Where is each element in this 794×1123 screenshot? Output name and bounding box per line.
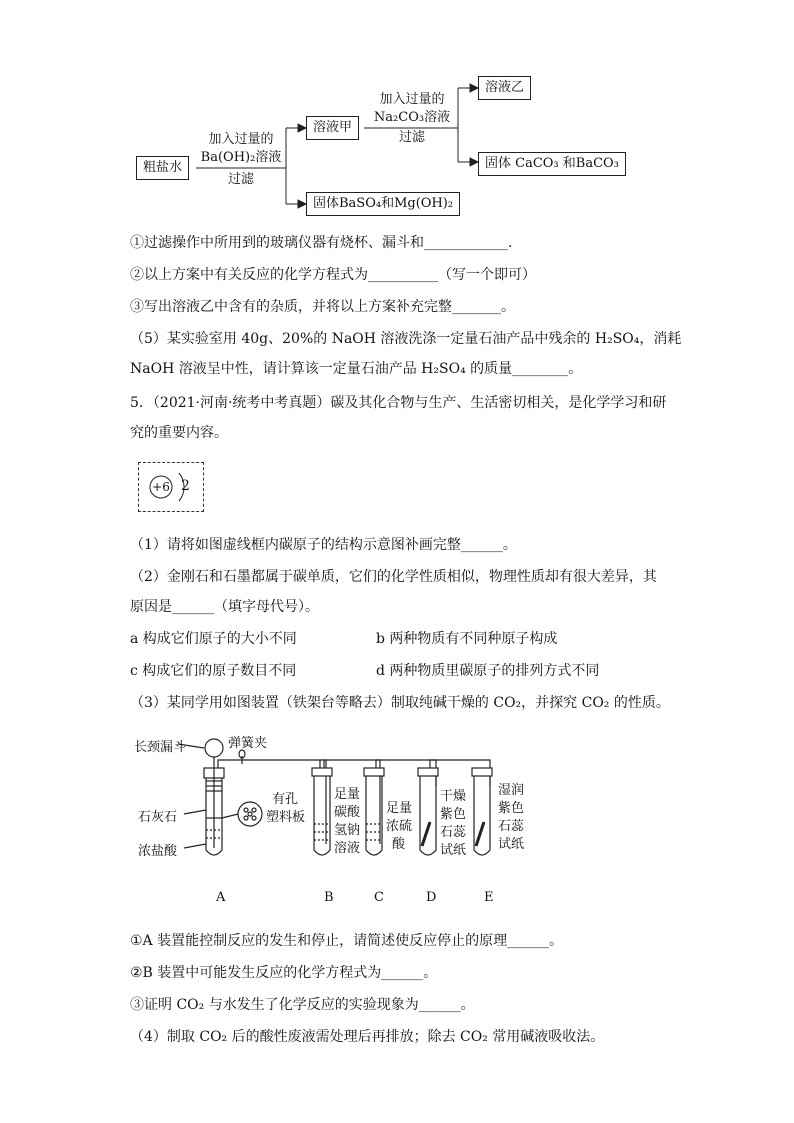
tube-b-line4: 溶液 (334, 841, 361, 856)
q5-part2-line2: 原因是______（填字母代号）。 (130, 599, 319, 615)
step1-reagent-top: 加入过量的 (208, 132, 274, 147)
tube-d-line2: 紫色 (440, 807, 467, 822)
q4-sub1: ①过滤操作中所用到的玻璃仪器有烧杯、漏斗和____________. (130, 235, 513, 251)
solution-yi-box: 溶液乙 (478, 76, 531, 100)
carbon-atom-frame (138, 462, 204, 512)
clamp-label: 弹簧夹 (228, 736, 268, 751)
nucleus-charge: +6 (152, 480, 170, 494)
tube-c-text (386, 800, 412, 854)
tube-d-line3: 石蕊 (440, 825, 467, 840)
tube-d-line4: 试纸 (440, 843, 467, 858)
tube-d-text (440, 788, 466, 860)
plate-label-2: 塑料板 (266, 810, 306, 825)
q4-part5-line1: （5）某实验室用 40g、20%的 NaOH 溶液洗涤一定量石油产品中残余的 H₂SO₄，消耗 (130, 331, 682, 347)
step1-filter: 过滤 (227, 172, 254, 187)
option-c: c 构成它们的原子数目不同 (130, 663, 297, 679)
option-a: a 构成它们原子的大小不同 (130, 631, 297, 647)
funnel-label: 长颈漏斗 (134, 740, 187, 755)
tube-e-line4: 试纸 (498, 837, 525, 852)
tube-b-line2: 碳酸 (334, 805, 361, 820)
q5-sub1: ①A 装置能控制反应的发生和停止，请简述使反应停止的原理______。 (130, 933, 564, 949)
tube-b-line3: 氢钠 (334, 823, 361, 838)
solid-caco3-box: 固体 CaCO₃ 和BaCO₃ (478, 152, 626, 176)
option-b: b 两种物质有不同种原子构成 (376, 631, 558, 647)
tube-b-text (334, 786, 360, 858)
tube-e-line1: 湿润 (498, 783, 525, 798)
crude-brine-box: 粗盐水 (136, 156, 189, 180)
solution-jia-box: 溶液甲 (306, 116, 359, 140)
tube-c-line1: 足量 (386, 801, 413, 816)
q5-sub2: ②B 装置中可能发生反应的化学方程式为______。 (130, 965, 438, 981)
q4-sub3: ③写出溶液乙中含有的杂质，并将以上方案补充完整_______。 (130, 299, 515, 315)
q4-sub2: ②以上方案中有关反应的化学方程式为__________（写一个即可） (130, 267, 536, 283)
label-b: B (324, 890, 334, 905)
q5-part4: （4）制取 CO₂ 后的酸性废液需处理后再排放；除去 CO₂ 常用碱液吸收法。 (130, 1029, 605, 1045)
q5-part3: （3）某同学用如图装置（铁架台等略去）制取纯碱干燥的 CO₂，并探究 CO₂ 的性质。 (130, 695, 670, 711)
option-d: d 两种物质里碳原子的排列方式不同 (376, 663, 600, 679)
tube-e-line2: 紫色 (498, 801, 525, 816)
tube-b-line1: 足量 (334, 787, 361, 802)
label-a: A (216, 890, 226, 905)
label-c: C (374, 890, 384, 905)
plate-label-1: 有孔 (272, 792, 299, 807)
label-d: D (426, 890, 437, 905)
tube-d-line1: 干燥 (440, 789, 467, 804)
limestone-label: 石灰石 (138, 810, 178, 825)
tube-c-line2: 浓硫 (386, 819, 413, 834)
q4-part5-line2: NaOH 溶液呈中性，请计算该一定量石油产品 H₂SO₄ 的质量________。 (130, 361, 583, 377)
tube-c-line3: 酸 (392, 837, 406, 852)
step2-reagent: Na₂CO₃溶液 (373, 110, 451, 125)
step2-filter: 过滤 (398, 130, 425, 145)
q5-part2-line1: （2）金刚石和石墨都属于碳单质，它们的化学性质相似，物理性质却有很大差异，其 (130, 569, 657, 585)
solid-baso4-box: 固体BaSO₄和Mg(OH)₂ (306, 192, 460, 216)
q5-heading-line2: 究的重要内容。 (130, 425, 228, 441)
label-e: E (484, 890, 494, 905)
shell-electron-count: 2 (181, 478, 190, 494)
apparatus-diagram (130, 726, 550, 916)
tube-e-line3: 石蕊 (498, 819, 525, 834)
acid-label: 浓盐酸 (138, 844, 178, 859)
q5-part1: （1）请将如图虚线框内碳原子的结构示意图补画完整______。 (130, 537, 517, 553)
q5-sub3: ③证明 CO₂ 与水发生了化学反应的实验现象为______。 (130, 997, 475, 1013)
tube-e-text (498, 782, 524, 854)
q5-heading-line1: 5．（2021·河南·统考中考真题）碳及其化合物与生产、生活密切相关，是化学学习和研 (130, 395, 667, 411)
step1-reagent: Ba(OH)₂溶液 (200, 150, 282, 165)
step2-reagent-top: 加入过量的 (379, 92, 445, 107)
